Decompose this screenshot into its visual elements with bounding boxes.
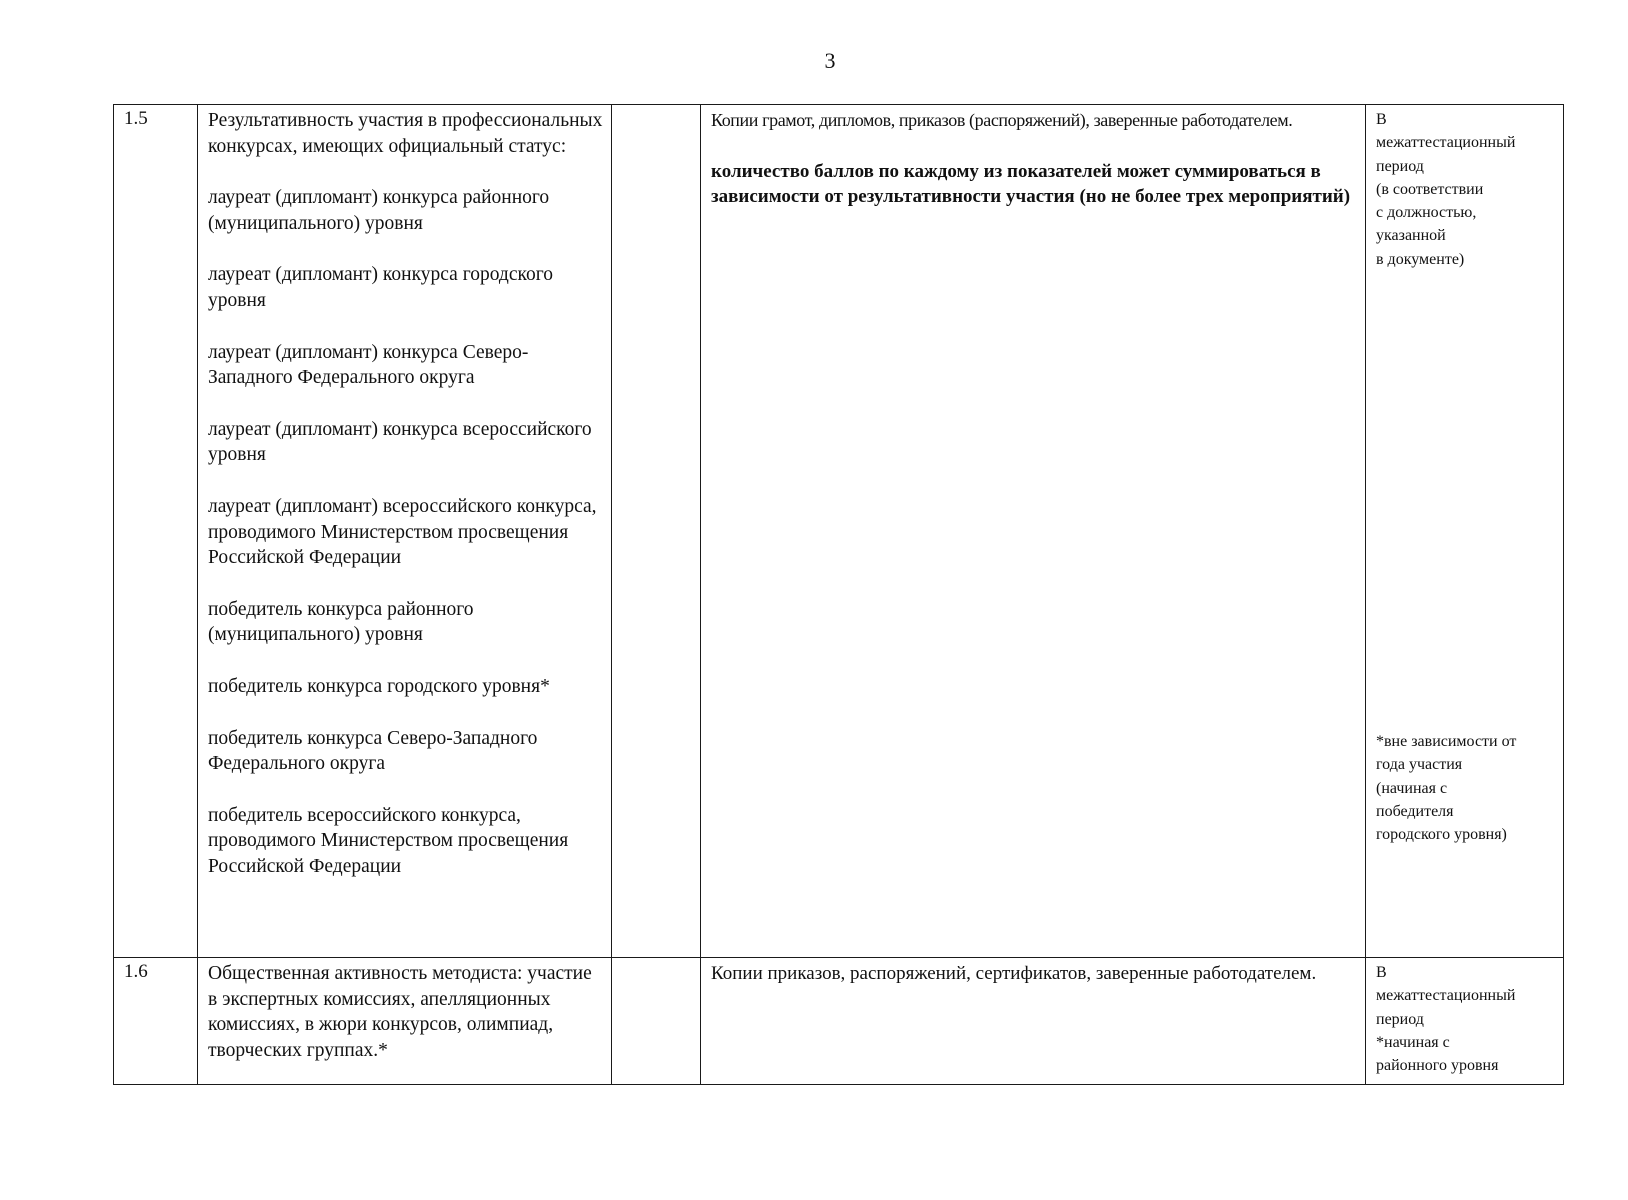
row-number: 1.6 (124, 961, 148, 982)
documents-text: Копии приказов, распоряжений, сертификатов, заверенные работодателем. (711, 963, 1317, 984)
indicator-item: лауреат (дипломант) конкурса Северо-Западного Федерального округа (208, 341, 529, 389)
page-number: 3 (824, 48, 836, 73)
period-line: В (1376, 964, 1387, 981)
row-number-cell (114, 105, 198, 958)
indicator-heading: Общественная активность методиста: участие в экспертных комиссиях, апелляционных комиссиях, в жюри конкурсов, олимпиад, творческих группах.* (208, 963, 592, 1061)
period-line: районного уровня (1376, 1057, 1499, 1075)
period-note-line: года участия (1376, 756, 1463, 774)
row-number-cell (114, 958, 198, 1085)
period-line: *начиная с (1376, 1033, 1450, 1051)
period-note-line: победителя (1376, 802, 1454, 820)
period-note-line: *вне зависимости от (1376, 733, 1517, 751)
period-line: с должностью, (1376, 204, 1477, 222)
period-line: период (1376, 1010, 1424, 1028)
indicator-item-continuation: Российской Федерации (208, 547, 402, 569)
period-line: межаттестационный (1376, 134, 1516, 152)
period-note (1376, 730, 1559, 846)
indicator-item: лауреат (дипломант) конкурса городского уровня (208, 264, 553, 311)
indicator-cell (198, 105, 612, 958)
documents-cell (701, 958, 1366, 1085)
documents-text: Копии грамот, дипломов, приказов (распоряжений), заверенные работодателем. (711, 110, 1293, 130)
table-row-1-6 (114, 958, 1564, 1085)
criteria-table (113, 104, 1564, 1085)
period-note-line: городского уровня) (1376, 826, 1507, 844)
indicator-item: победитель конкурса Северо-Западного Федерального округа (208, 727, 538, 775)
indicator-item: победитель всероссийского конкурса, проводимого Министерством просвещения Российской Федерации (208, 804, 569, 877)
points-cell (612, 958, 701, 1085)
indicator-item: победитель конкурса районного (муниципального) уровня (208, 598, 474, 646)
points-cell (612, 105, 701, 958)
period-line: в документе) (1376, 250, 1465, 268)
documents-cell (701, 105, 1366, 958)
indicator-heading: Результативность участия в профессиональных конкурсах, имеющих официальный статус: (208, 110, 603, 157)
documents-note: количество баллов по каждому из показателей может суммироваться в зависимости от результативности участия (но не более трех мероприятий) (711, 161, 1351, 207)
indicator-cell (198, 958, 612, 1085)
period-cell (1366, 105, 1564, 958)
row-number: 1.5 (124, 108, 148, 129)
indicator-item: победитель конкурса городского уровня* (208, 675, 550, 697)
period-cell (1366, 958, 1564, 1085)
period-line: В (1376, 111, 1387, 128)
period-line: (в соответствии (1376, 180, 1484, 198)
table-row-1-5 (114, 105, 1564, 958)
period-line: межаттестационный (1376, 987, 1516, 1005)
period-line: указанной (1376, 227, 1446, 245)
indicator-item-group (208, 494, 605, 571)
period-note-line: (начиная с (1376, 779, 1448, 797)
indicator-item: лауреат (дипломант) всероссийского конкурса, проводимого Министерством просвещения (208, 495, 597, 543)
indicator-item: лауреат (дипломант) конкурса всероссийского уровня (208, 418, 592, 466)
period-line: период (1376, 157, 1424, 175)
indicator-item: лауреат (дипломант) конкурса районного (муниципального) уровня (208, 187, 550, 234)
